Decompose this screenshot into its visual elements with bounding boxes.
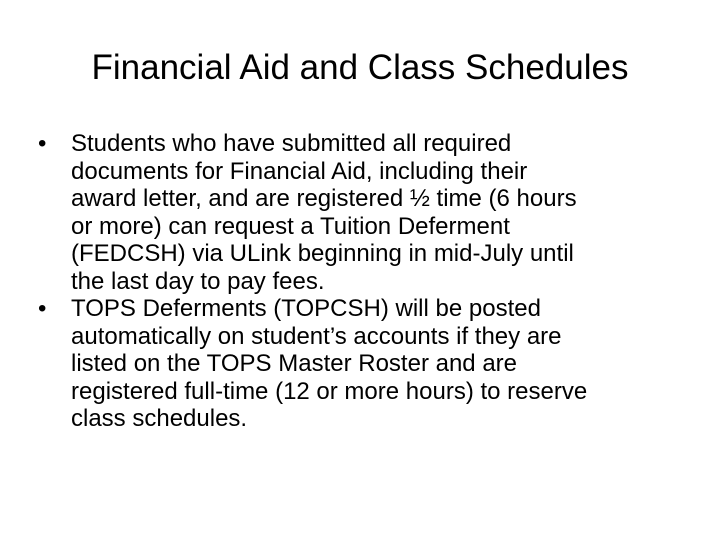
bullet-line: Students who have submitted all required: [71, 130, 512, 157]
bullet-line: class schedules.: [71, 405, 248, 432]
bullet-line: TOPS Deferments (TOPCSH) will be posted: [71, 295, 541, 322]
bullet-line: documents for Financial Aid, including their: [71, 157, 528, 185]
bullet-line: registered full-time (12 or more hours) to reserve: [71, 377, 588, 405]
bullet-line: the last day to pay fees.: [71, 267, 325, 295]
bullet-line: award letter, and are registered ½ time (6 hours: [71, 185, 577, 212]
bullet-line: listed on the TOPS Master Roster and are: [71, 350, 518, 377]
bullet-line: or more) can request a Tuition Deferment: [71, 212, 510, 240]
bullet-line: automatically on student’s accounts if they are: [71, 322, 562, 350]
bullet-icon: •: [38, 295, 47, 322]
bullet-list: [38, 130, 688, 433]
bullet-icon: •: [38, 130, 47, 157]
slide-title: Financial Aid and Class Schedules: [91, 48, 629, 87]
bullet-item-financial-aid-deferment: [38, 130, 688, 295]
bullet-item-tops-deferments: [38, 295, 688, 433]
bullet-line: (FEDCSH) via ULink beginning in mid-July until: [71, 240, 574, 267]
